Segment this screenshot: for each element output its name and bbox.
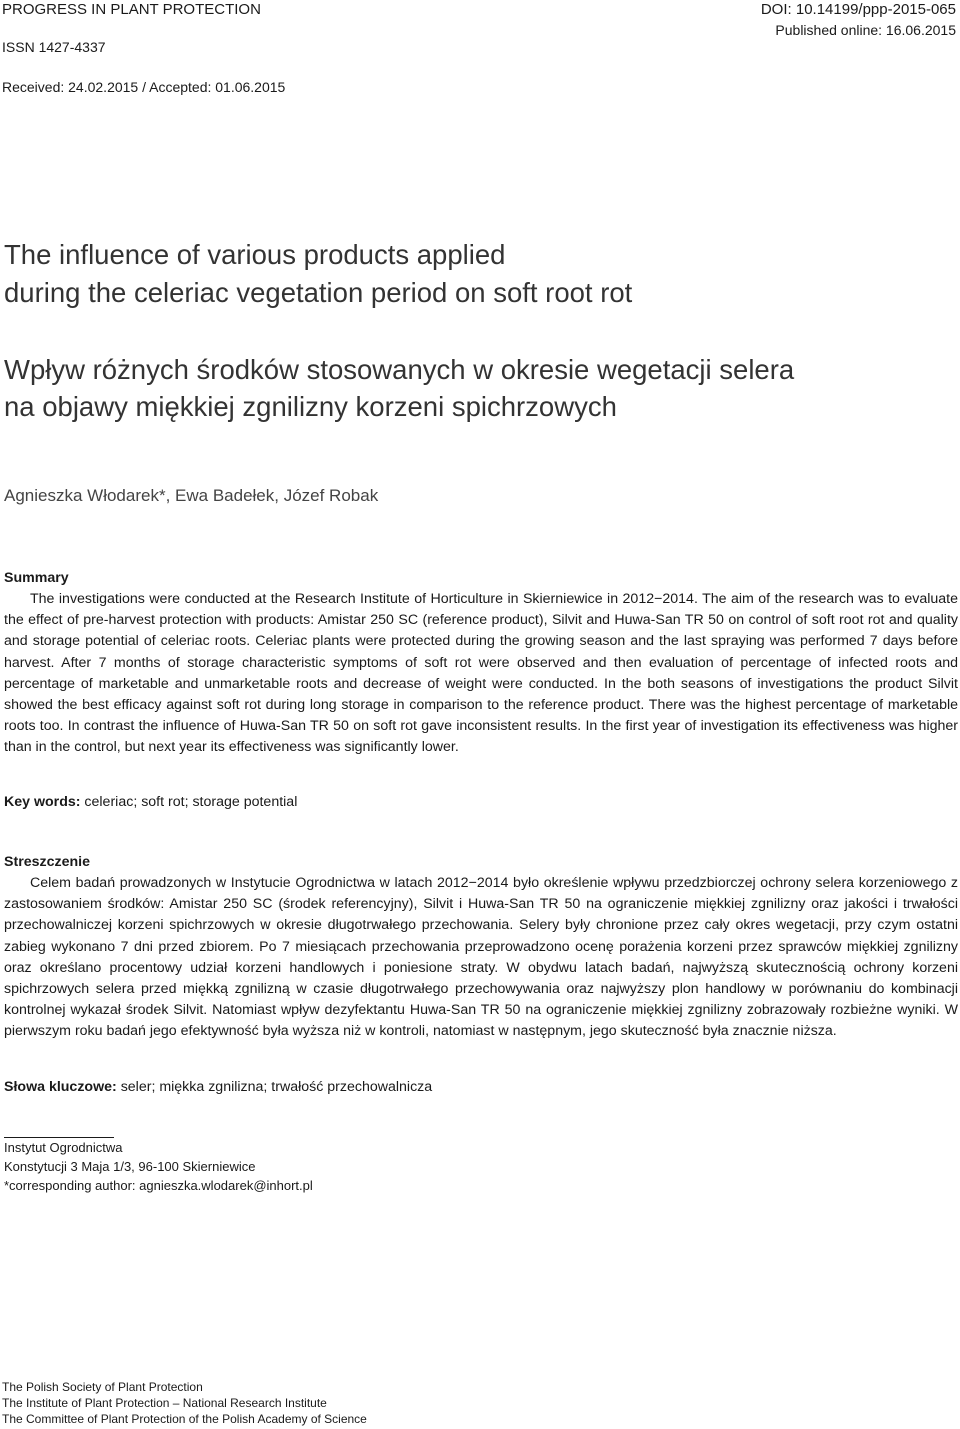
affiliation-institute: Instytut Ogrodnictwa [4, 1140, 123, 1155]
slowa-kluczowe-values: seler; miękka zgnilizna; trwałość przechowalnicza [116, 1079, 433, 1095]
title-en-line2: during the celeriac vegetation period on soft root rot [4, 277, 633, 308]
footer-society-1: The Polish Society of Plant Protection [2, 1380, 203, 1394]
summary-keywords [4, 794, 297, 810]
doi: DOI: 10.14199/ppp-2015-065 [760, 1, 956, 18]
issn: ISSN 1427-4337 [2, 39, 106, 55]
summary-heading: Summary [4, 570, 69, 586]
keywords-values: celeriac; soft rot; storage potential [80, 794, 298, 810]
keywords-label: Key words: [4, 794, 81, 810]
journal-name: PROGRESS IN PLANT PROTECTION [2, 1, 261, 18]
published-date: Published online: 16.06.2015 [775, 22, 956, 38]
footer-society-2: The Institute of Plant Protection – National Research Institute [2, 1396, 327, 1410]
title-pl-line1: Wpływ różnych środków stosowanych w okresie wegetacji selera [4, 354, 795, 385]
title-pl-line2: na objawy miękkiej zgnilizny korzeni spichrzowych [4, 391, 617, 422]
corresponding-author: *corresponding author: agnieszka.wlodarek@inhort.pl [4, 1178, 313, 1193]
streszczenie-text: Celem badań prowadzonych w Instytucie Ogrodnictwa w latach 2012−2014 było określenie wpływu przedzbiorczej ochrony selera korzeniowego z zastosowaniem środków: Amistar 250 SC (środek referencyjny), Silvit i Huwa-San TR 50 na ograniczenie miękkiej zgnilizny oraz jakości i trwałości przechowalniczej korzeni spichrzowych w okresie długotrwałego przechowania. Selery były chronione przez cały okres wegetacji, przy czym ostatni zabieg wykonano 7 dni przed zbiorem. Po 7 miesiącach przechowania przeprowadzono ocenę porażenia korzeni przez sprawców miękkiej zgnilizny oraz określano procentowy udział korzeni handlowych i poniesione straty. W obydwu latach badań, najwyższą skutecznością ochrony korzeni spichrzowych selera przed miękką zgnilizną w czasie długotrwałego przechowywania oraz najwyższy plon handlowy w porównaniu do kombinacji kontrolnej wykazał środek Silvit. Natomiast wpływ dezyfektantu Huwa-San TR 50 na ograniczenie miękkiej zgnilizny zobrazowały rozbieżne wyniki. W pierwszym roku badań jego efektywność była wyższa niż w kontroli, natomiast w następnym, jego skuteczność była znacznie niższa. [4, 875, 958, 1040]
streszczenie-heading: Streszczenie [4, 854, 90, 870]
summary-text: The investigations were conducted at the Research Institute of Horticulture in Skierniewice in 2012−2014. The aim of the research was to evaluate the effect of pre-harvest protection with products: Amistar 250 SC (reference product), Silvit and Huwa-San TR 50 on control of soft root rot and quality and storage potential of celeriac roots. Celeriac plants were protected during the growing season and the last spraying was performed 7 days before harvest. After 7 months of storage characteristic symptoms of soft rot were observed and then evaluation of percentage of infected roots and percentage of marketable and unmarketable roots and decrease of weight were conducted. In the both seasons of investigations the product Silvit showed the best efficacy against soft rot during long storage in comparison to the reference product. There was the highest percentage of marketable roots too. In contrast the influence of Huwa-San TR 50 on soft rot gave inconsistent results. In the first year of investigation its effectiveness was higher than in the control, but next year its effectiveness was significantly lower. [4, 591, 958, 756]
footer-society-3: The Committee of Plant Protection of the Polish Academy of Science [2, 1412, 367, 1426]
author-list: Agnieszka Włodarek*, Ewa Badełek, Józef Robak [4, 486, 379, 505]
title-en-line1: The influence of various products applied [4, 239, 506, 270]
slowa-kluczowe-label: Słowa kluczowe: [4, 1079, 117, 1095]
streszczenie-keywords [4, 1079, 432, 1095]
affiliation-address: Konstytucji 3 Maja 1/3, 96-100 Skierniewice [4, 1159, 256, 1174]
received-accepted-dates: Received: 24.02.2015 / Accepted: 01.06.2015 [2, 79, 286, 95]
